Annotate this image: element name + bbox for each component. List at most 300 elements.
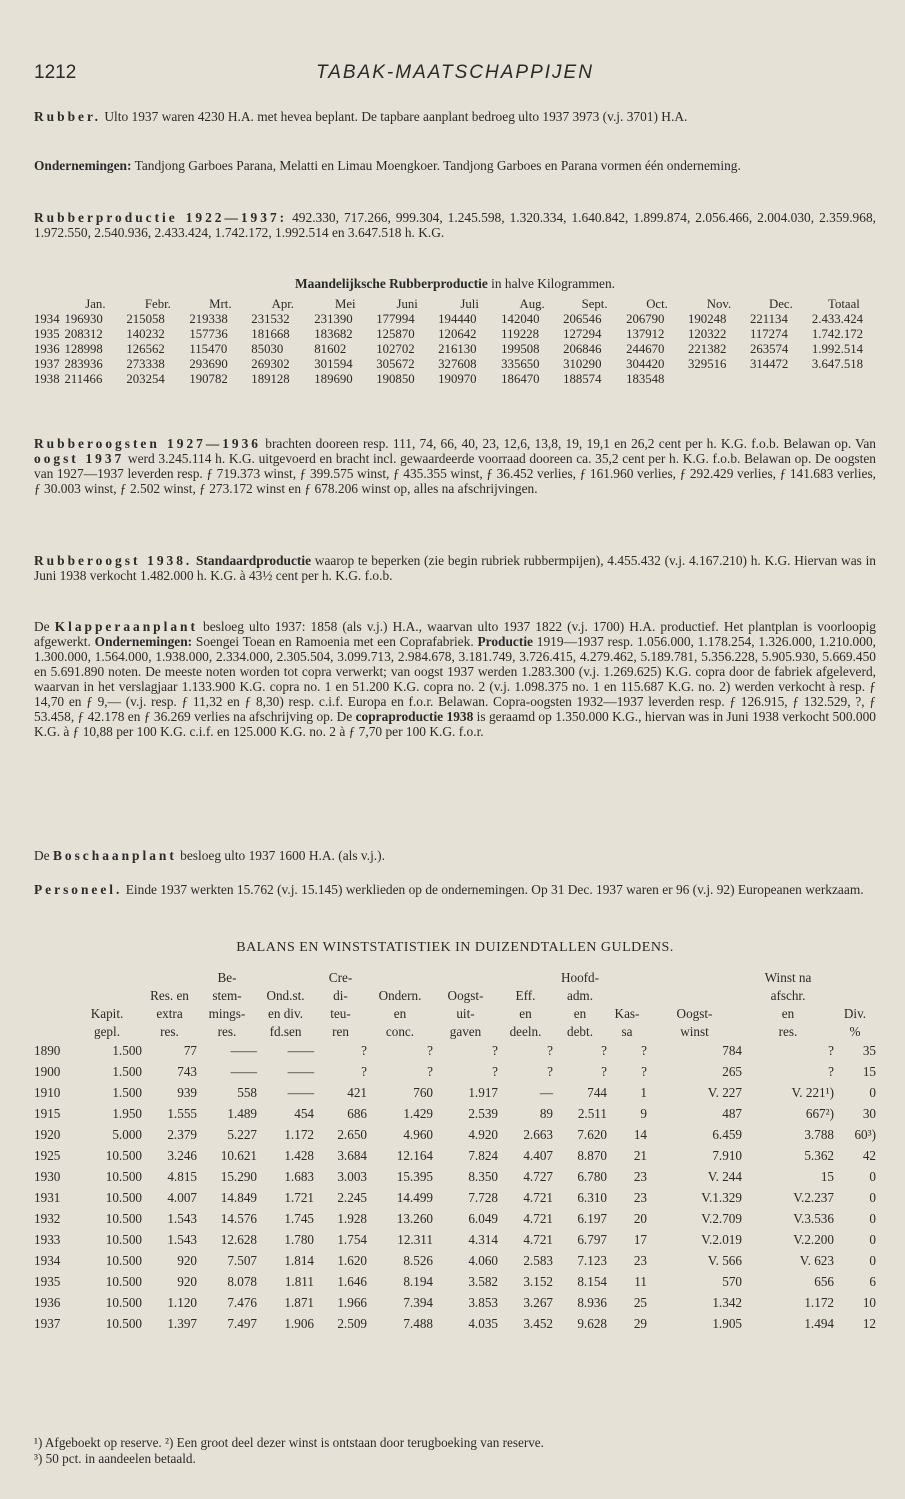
rubberoogsten-label: Rubberoogsten 1927—1936 [34,436,262,451]
personeel-paragraph [34,882,876,897]
balans-value-cell: 4.721 [523,1190,553,1205]
balans-value-cell: 21 [633,1148,647,1163]
balans-header-cell: Winst na [764,969,812,985]
balans-value-cell: — [539,1085,553,1100]
balans-header-cell: uit- [456,1005,475,1021]
balans-header-cell: winst [680,1023,709,1039]
balans-value-cell: 6.049 [468,1211,498,1226]
monthly-value-cell: 177994 [376,312,415,326]
balans-header-cell: adm. [566,987,593,1003]
rubberoogst-1938-label: Rubberoogst 1938. [34,553,193,568]
rubberproductie-paragraph [34,210,876,240]
balans-header-cell: res. [160,1023,179,1039]
balans-year-cell: 1932 [34,1211,61,1226]
balans-value-cell: 421 [347,1085,367,1100]
balans-year-cell: 1915 [34,1106,61,1121]
balans-value-cell: 3.003 [337,1169,367,1184]
monthly-value-cell: 127294 [563,327,602,341]
monthly-year-cell: 1935 [34,327,60,341]
monthly-header-cell: Jan. [85,297,106,311]
balans-value-cell: 12.311 [397,1232,433,1247]
balans-year-cell: 1930 [34,1169,61,1184]
monthly-value-cell: 126562 [126,342,165,356]
balans-value-cell: 10.500 [105,1190,142,1205]
monthly-production-table [34,297,876,387]
boschaanplant-paragraph [34,848,876,863]
balans-header-row [34,1004,876,1022]
klapperaanplant-paragraph [34,619,876,739]
balans-value-cell: —— [230,1043,257,1058]
balans-header-cell [367,968,433,986]
rubberoogsten-text-2: werd 3.245.114 h. K.G. uitgevoerd en bracht incl. gewaardeerde voorraad dooreen ca. 35,2 cent per h. K.G. f.o.b. Belawan op. De oogsten van 1927—1937 leverden resp. ƒ 719.373 winst, ƒ 399.575 winst, ƒ 435.355 winst, ƒ 36.452 verlies, ƒ 161.960 verlies, ƒ 292.429 verlies, ƒ 141.683 verlies, ƒ 30.003 winst, ƒ 2.502 winst, ƒ 273.172 winst en ƒ 678.206 winst op, alles na afschrijvingen. [34,451,876,496]
klapper-text-1: besloeg ulto 1937: 1858 (als v.j.) H.A., waarvan ulto 1937 1822 (v.j. 1700) H.A. productief. Het plantplan is voorloopig afgewerkt. [34,619,876,649]
balans-header-cell: teu- [330,1005,351,1021]
balans-header-cell: Oogst- [676,1005,713,1021]
balans-value-cell: 1.905 [712,1316,742,1331]
rubberoogsten-paragraph [34,436,876,496]
balans-header-cell: di- [333,987,348,1003]
monthly-title-rest: in halve Kilogrammen. [487,276,615,291]
balans-value-cell: —— [287,1085,314,1100]
balans-value-cell: 2.663 [523,1127,553,1142]
balans-row [34,1292,876,1313]
balans-value-cell: 2.379 [167,1127,197,1142]
balans-value-cell: 8.870 [577,1148,607,1163]
balans-header-row [34,1022,876,1040]
balans-value-cell: ? [361,1043,367,1058]
copraproductie-label: copraproductie 1938 [355,709,474,724]
balans-header-cell [34,968,72,986]
monthly-value-cell: 244670 [626,342,665,356]
balans-table [34,968,876,1334]
balans-header-cell [647,986,742,1004]
personeel-text: Einde 1937 werkten 15.762 (v.j. 15.145) werklieden op de ondernemingen. Op 31 Dec. 1937 waren er 96 (v.j. 92) Europeanen werkzaam. [122,882,864,897]
balans-header-cell: % [849,1023,861,1039]
balans-value-cell: 14.576 [220,1211,257,1226]
monthly-value-cell: 335650 [501,357,540,371]
balans-value-cell: 7.824 [468,1148,498,1163]
balans-value-cell: ? [492,1064,498,1079]
balans-value-cell: 6.780 [577,1169,607,1184]
balans-value-cell: 0 [869,1211,876,1226]
monthly-value-cell: 117274 [749,327,788,341]
balans-value-cell: V.2.709 [701,1211,742,1226]
balans-header-cell: Be- [217,969,237,985]
monthly-value-cell: 183682 [314,327,353,341]
monthly-value-cell: 203254 [126,372,165,386]
balans-value-cell: 1.500 [112,1064,142,1079]
balans-row [34,1061,876,1082]
page-header [34,62,876,88]
balans-header-row [34,986,876,1004]
monthly-value-cell: 263574 [749,342,789,356]
standaardproductie-label: Standaardproductie [192,553,312,568]
monthly-value-cell: 301594 [314,357,353,371]
balans-value-cell: 487 [722,1106,742,1121]
balans-value-cell: 6.459 [712,1127,742,1142]
monthly-header-cell: Nov. [706,297,732,311]
balans-header-cell: en div. [267,1005,304,1021]
balans-header-cell [34,1004,72,1022]
balans-value-cell: 6.310 [577,1190,607,1205]
balans-value-cell: 667²) [805,1106,834,1121]
monthly-header-cell: Juni [396,297,418,311]
balans-row [34,1208,876,1229]
monthly-header-cell: Totaal [828,297,860,311]
balans-header-cell: extra [156,1005,183,1021]
balans-value-cell: —— [287,1064,314,1079]
monthly-header-cell: Aug. [519,297,545,311]
balans-value-cell: 1.543 [167,1211,197,1226]
balans-value-cell: 7.620 [577,1127,607,1142]
rubberproductie-text: 492.330, 717.266, 999.304, 1.245.598, 1.320.334, 1.640.842, 1.899.874, 2.056.466, 2.004.030, 2.359.968, 1.972.550, 2.540.936, 2.433.424, 1.742.172, 1.992.514 en 3.647.518 h. K.G. [34,210,876,240]
balans-header-cell: Oogst- [447,987,484,1003]
monthly-header-cell: Mrt. [209,297,232,311]
balans-header-cell [834,986,876,1004]
balans-value-cell: 7.123 [577,1253,607,1268]
balans-value-cell: 6 [869,1274,876,1289]
balans-value-cell: 30 [862,1106,876,1121]
balans-value-cell: 7.507 [227,1253,257,1268]
balans-value-cell: 4.960 [403,1127,433,1142]
balans-header-cell [834,968,876,986]
balans-value-cell: V.2.019 [701,1232,742,1247]
balans-value-cell: 4.007 [167,1190,197,1205]
balans-value-cell: 2.650 [337,1127,367,1142]
balans-value-cell: 0 [869,1190,876,1205]
balans-value-cell: 9.628 [577,1316,607,1331]
balans-value-cell: 10.621 [220,1148,257,1163]
klapper-productie-label: Productie [477,634,533,649]
balans-value-cell: 89 [539,1106,553,1121]
balans-year-cell: 1910 [34,1085,61,1100]
balans-value-cell: 8.526 [403,1253,433,1268]
balans-value-cell: —— [230,1064,257,1079]
monthly-value-cell: 120322 [688,327,727,341]
monthly-value-cell: 206546 [563,312,602,326]
oogst-1937-label: oogst 1937 [34,451,125,466]
balans-value-cell: 0 [869,1232,876,1247]
balans-value-cell: 7.394 [403,1295,433,1310]
balans-value-cell: 8.154 [577,1274,607,1289]
balans-value-cell: V. 221¹) [791,1085,834,1100]
monthly-header-cell: Juli [460,297,479,311]
monthly-value-cell: 128998 [64,342,103,356]
balans-header-cell: Eff. [515,987,536,1003]
balans-value-cell: 23 [633,1190,647,1205]
balans-value-cell: 1.906 [284,1316,314,1331]
monthly-value-cell [688,372,750,387]
balans-value-cell: 1.814 [284,1253,314,1268]
monthly-value-cell [812,372,876,387]
footnote-1: ¹) Afgeboekt op reserve. ²) Een groot deel dezer winst is ontstaan door terugboeking van reserve. [34,1435,544,1450]
monthly-value-cell: 188574 [563,372,602,386]
balans-value-cell: 920 [177,1253,197,1268]
monthly-value-cell: 183548 [626,372,665,386]
balans-value-cell: 10.500 [105,1274,142,1289]
balans-year-cell: 1934 [34,1253,61,1268]
balans-value-cell: V.3.536 [793,1211,834,1226]
balans-value-cell: 15 [862,1064,876,1079]
balans-value-cell: 7.476 [227,1295,257,1310]
klapper-ondernemingen-label: Ondernemingen: [94,634,193,649]
monthly-header-cell: Oct. [646,297,668,311]
balans-value-cell: 558 [237,1085,257,1100]
balans-value-cell: 10.500 [105,1169,142,1184]
rubberoogst-1938-paragraph [34,553,876,583]
monthly-value-cell: 216130 [438,342,477,356]
balans-value-cell: 4.407 [523,1148,553,1163]
balans-value-cell: 8.936 [577,1295,607,1310]
balans-header-cell [607,986,647,1004]
monthly-value-cell: 215058 [126,312,165,326]
balans-value-cell: 1.871 [284,1295,314,1310]
monthly-header-cell: Apr. [271,297,294,311]
balans-value-cell: 2.583 [523,1253,553,1268]
monthly-value-cell: 206790 [626,312,665,326]
balans-value-cell: 1.646 [337,1274,367,1289]
balans-value-cell: 6.797 [577,1232,607,1247]
monthly-year-cell: 1938 [34,372,60,386]
balans-year-cell: 1937 [34,1316,61,1331]
balans-value-cell: ? [427,1064,433,1079]
balans-value-cell: 29 [633,1316,647,1331]
balans-value-cell: ? [828,1064,834,1079]
monthly-value-cell [750,372,812,387]
balans-value-cell: 10.500 [105,1316,142,1331]
balans-value-cell: ? [361,1064,367,1079]
balans-value-cell: 1.745 [284,1211,314,1226]
balans-header-cell [433,968,498,986]
monthly-value-cell: 219338 [189,312,228,326]
balans-value-cell: 14.849 [220,1190,257,1205]
balans-value-cell: 1.500 [112,1085,142,1100]
balans-value-cell: 0 [869,1253,876,1268]
balans-value-cell: 570 [722,1274,742,1289]
monthly-value-cell: 293690 [189,357,228,371]
rubberproductie-label: Rubberproductie 1922—1937: [34,210,288,225]
balans-value-cell: 265 [722,1064,742,1079]
balans-year-cell: 1925 [34,1148,61,1163]
monthly-title-bold: Maandelijksche Rubberproductie [295,276,488,291]
balans-header-cell: Kapit. [90,1005,124,1021]
balans-value-cell: 9 [640,1106,647,1121]
balans-value-cell: ? [641,1064,647,1079]
monthly-value-cell: 190850 [376,372,415,386]
monthly-value-cell: 194440 [438,312,477,326]
monthly-header-cell: Dec. [769,297,793,311]
balans-row [34,1103,876,1124]
balans-header-cell: fd.sen [269,1023,302,1039]
balans-header-cell: en [519,1005,532,1021]
balans-value-cell: 10.500 [105,1211,142,1226]
monthly-value-cell: 310290 [563,357,602,371]
balans-value-cell: 3.267 [523,1295,553,1310]
balans-value-cell: V.1.329 [701,1190,742,1205]
page-number: 1212 [34,62,77,83]
balans-value-cell: 1.429 [403,1106,433,1121]
ondernemingen-paragraph [34,158,876,173]
monthly-year-cell: 1936 [34,342,60,356]
balans-value-cell: 743 [177,1064,197,1079]
balans-header-cell [34,986,72,1004]
monthly-value-cell: 273338 [126,357,165,371]
balans-value-cell: 1.397 [167,1316,197,1331]
balans-header-cell: Kas- [614,1005,640,1021]
monthly-value-cell: 102702 [376,342,415,356]
balans-header-cell [257,968,314,986]
monthly-title [34,276,876,291]
monthly-value-cell: 221134 [749,312,788,326]
balans-value-cell: 1.950 [112,1106,142,1121]
balans-value-cell: 10.500 [105,1253,142,1268]
balans-value-cell: 17 [633,1232,647,1247]
balans-value-cell: 1.172 [284,1127,314,1142]
balans-header-cell: gaven [449,1023,482,1039]
monthly-value-cell: 1.742.172 [811,327,864,341]
klapperaanplant-label: Klapperaanplant [54,619,198,634]
balans-value-cell: 13.260 [396,1211,433,1226]
monthly-header-cell: Febr. [144,297,171,311]
balans-row [34,1229,876,1250]
klapper-text-2: Soengei Toean en Ramoenia met een Coprafabriek. [192,634,478,649]
balans-value-cell: 1.721 [284,1190,314,1205]
balans-header-cell [498,968,553,986]
balans-value-cell: 10.500 [105,1148,142,1163]
balans-header-cell [142,968,197,986]
balans-header-cell [72,968,142,986]
balans-value-cell: 2.539 [468,1106,498,1121]
monthly-value-cell: 142040 [501,312,540,326]
balans-value-cell: ? [547,1064,553,1079]
balans-value-cell: 1.342 [712,1295,742,1310]
balans-header-cell: conc. [385,1023,415,1039]
balans-header-cell [647,968,742,986]
balans-value-cell: 2.509 [337,1316,367,1331]
balans-value-cell: V.2.237 [793,1190,834,1205]
balans-value-cell: 1.500 [112,1043,142,1058]
balans-value-cell: 11 [634,1274,647,1289]
balans-value-cell: V. 227 [707,1085,742,1100]
balans-row [34,1187,876,1208]
balans-header-cell: Ondern. [378,987,422,1003]
monthly-year-cell: 1937 [34,357,60,371]
bosch-pre: De [34,848,53,863]
balans-value-cell: ? [641,1043,647,1058]
balans-header-cell: Res. en [150,987,189,1003]
balans-header-cell: gepl. [93,1023,120,1039]
balans-value-cell: 2.245 [337,1190,367,1205]
monthly-year-cell: 1934 [34,312,60,326]
balans-value-cell: 3.853 [468,1295,498,1310]
balans-value-cell: 77 [183,1043,197,1058]
boschaanplant-label: Boschaanplant [52,848,177,863]
balans-value-cell: 1.620 [337,1253,367,1268]
ondernemingen-label: Ondernemingen: [34,158,132,173]
balans-value-cell: 1.928 [337,1211,367,1226]
balans-header-cell [34,1022,72,1040]
balans-value-cell: 920 [177,1274,197,1289]
klapper-pre: De [34,619,55,634]
monthly-row [34,372,876,387]
monthly-header-cell [34,297,64,312]
klapper-text-3: 1919—1937 resp. 1.056.000, 1.178.254, 1.326.000, 1.210.000, 1.300.000, 1.564.000, 1.938.000, 2.334.000, 2.305.504, 3.099.713, 2.984.678, 3.181.749, 3.726.415, 4.279.462, 5.189.781, 5.356.228, 5.905.930, 5.669.450 en 5.691.890 noten. De meeste noten worden tot copra verwerkt; van oogst 1937 werden 1.283.300 (v.j. 1.269.625) K.G. copra door de fabriek afgeleverd, waarvan in het verslagjaar 1.133.900 K.G. copra no. 1 en 51.200 K.G. copra no. 2 (v.j. 1.098.375 no. 1 en 115.687 K.G. no. 2) werden verkocht à resp. ƒ 14,70 en ƒ 9,— (v.j. resp. ƒ 11,32 en ƒ 8,30) resp. c.i.f. Europa en f.o.r. Belawan. Copra-oogsten 1932—1937 leverden resp. ƒ 126.915, ƒ 132.529, ?, ƒ 53.458, ƒ 42.178 en ƒ 36.269 verlies na afschrijving op. De [34,634,876,724]
monthly-value-cell: 314472 [749,357,789,371]
monthly-header-row [34,297,876,312]
balans-value-cell: 3.788 [804,1127,834,1142]
balans-value-cell: ? [601,1064,607,1079]
balans-year-cell: 1931 [34,1190,61,1205]
monthly-header-cell: Mei [334,297,356,311]
balans-value-cell: ? [601,1043,607,1058]
balans-value-cell: 8.078 [227,1274,257,1289]
balans-header-cell: Hoofd- [560,969,600,985]
monthly-value-cell: 283936 [64,357,103,371]
balans-row [34,1271,876,1292]
balans-header-cell: sa [621,1023,633,1039]
balans-value-cell: 3.246 [167,1148,197,1163]
balans-row [34,1313,876,1334]
document-page [34,0,876,1499]
balans-value-cell: 23 [633,1169,647,1184]
balans-value-cell: 1.494 [804,1316,834,1331]
balans-value-cell: 1.966 [337,1295,367,1310]
balans-header-cell: mings- [208,1005,246,1021]
monthly-value-cell: 3.647.518 [811,357,864,371]
balans-value-cell: 0 [869,1085,876,1100]
balans-header-cell: en [573,1005,587,1021]
monthly-value-cell: 304420 [626,357,665,371]
rubber-text: Ulto 1937 waren 4230 H.A. met hevea beplant. De tapbare aanplant bedroeg ulto 1937 3973 (v.j. 3701) H.A. [104,109,688,124]
balans-value-cell: 4.727 [523,1169,553,1184]
balans-value-cell: 1.543 [167,1232,197,1247]
balans-row [34,1166,876,1187]
balans-value-cell: 20 [633,1211,647,1226]
balans-header-cell: Div. [843,1005,867,1021]
balans-value-cell: 1.172 [804,1295,834,1310]
balans-header-row [34,968,876,986]
footnote-2: ³) 50 pct. in aandeelen betaald. [34,1451,196,1466]
balans-value-cell: 2.511 [577,1106,607,1121]
monthly-value-cell: 115470 [189,342,228,356]
balans-value-cell: 12.628 [220,1232,257,1247]
balans-value-cell: 15 [820,1169,834,1184]
balans-value-cell: 14.499 [396,1190,433,1205]
balans-value-cell: 4.721 [523,1211,553,1226]
balans-value-cell: V. 244 [707,1169,742,1184]
balans-value-cell: ? [427,1043,433,1058]
balans-value-cell: 1.120 [167,1295,197,1310]
balans-year-cell: 1890 [34,1043,61,1058]
monthly-value-cell: 85030 [251,342,284,356]
monthly-value-cell: 190248 [688,312,727,326]
balans-year-cell: 1933 [34,1232,61,1247]
monthly-row [34,342,876,357]
monthly-value-cell: 181668 [251,327,290,341]
balans-header-cell: deeln. [509,1023,542,1039]
monthly-value-cell: 305672 [376,357,415,371]
monthly-value-cell: 189690 [314,372,353,386]
klapper-text-4: is geraamd op 1.350.000 K.G., hiervan was in Juni 1938 verkocht 500.000 K.G. à ƒ 10,88 per 100 K.G. c.i.f. en 125.000 K.G. no. 2 à ƒ 7,70 per 100 K.G. f.o.r. [34,709,876,739]
balans-value-cell: 5.000 [112,1127,142,1142]
balans-value-cell: 3.582 [468,1274,498,1289]
balans-value-cell: 10.500 [105,1295,142,1310]
monthly-value-cell: 269302 [251,357,290,371]
balans-value-cell: 12.164 [396,1148,433,1163]
monthly-value-cell: 81602 [314,342,347,356]
balans-value-cell: 4.035 [468,1316,498,1331]
balans-row [34,1082,876,1103]
